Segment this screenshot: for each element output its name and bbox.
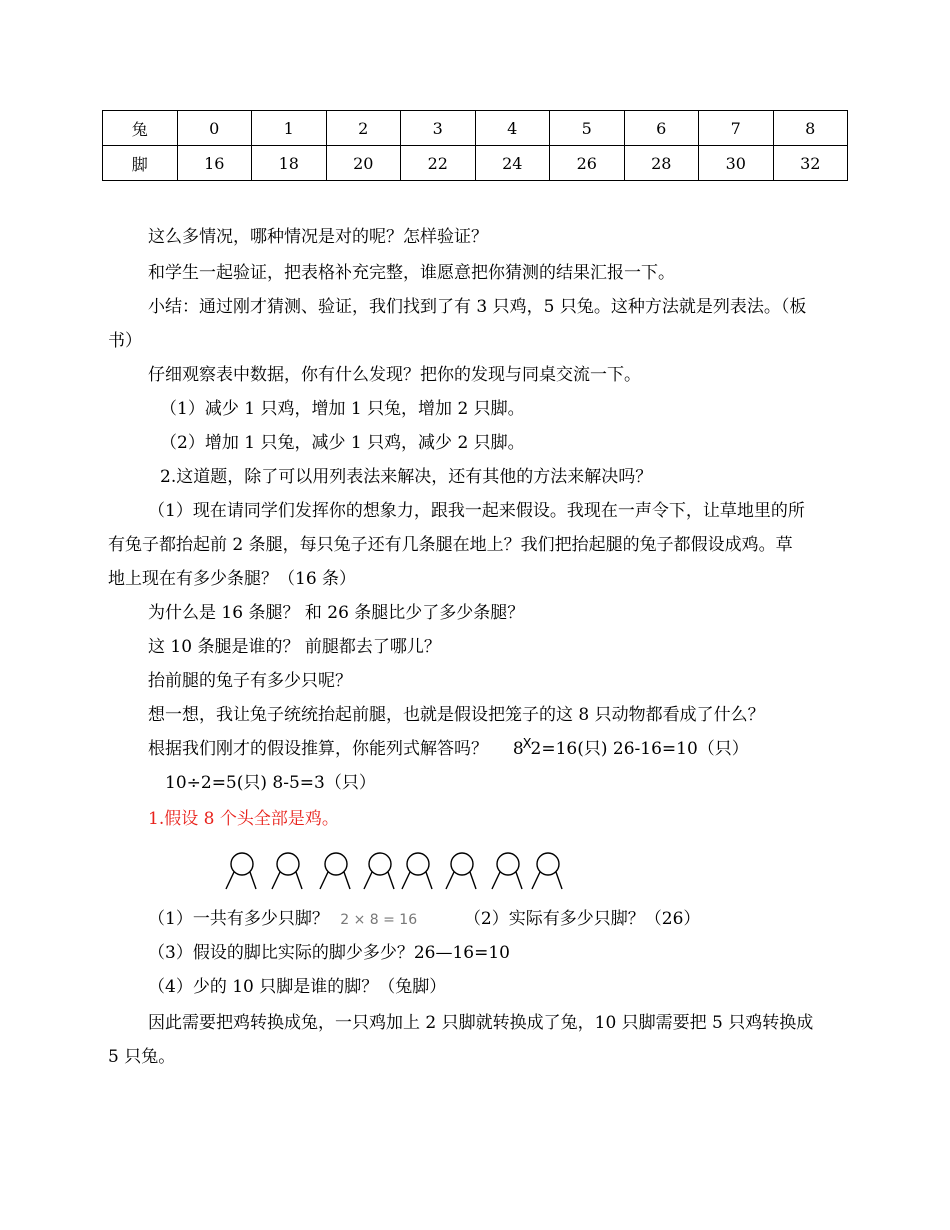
table-cell: 8 bbox=[773, 111, 848, 146]
table-cell: 22 bbox=[401, 146, 476, 181]
chicken-icon bbox=[402, 853, 432, 889]
chicken-figures bbox=[218, 848, 568, 898]
paragraph: 小结：通过刚才猜测、验证，我们找到了有 3 只鸡，5 只兔。这种方法就是列表法。（板 bbox=[148, 297, 807, 317]
table-cell: 16 bbox=[177, 146, 252, 181]
paragraph: 这 10 条腿是谁的？ 前腿都去了哪儿？ bbox=[148, 637, 441, 657]
table-cell: 28 bbox=[624, 146, 699, 181]
paragraph: （2）增加 1 只兔，减少 1 只鸡，减少 2 只脚。 bbox=[160, 433, 525, 453]
paragraph: 这么多情况，哪种情况是对的呢？怎样验证？ bbox=[148, 227, 488, 247]
paragraph: 为什么是 16 条腿？ 和 26 条腿比少了多少条腿？ bbox=[148, 603, 525, 623]
table-cell: 6 bbox=[624, 111, 699, 146]
table-cell: 20 bbox=[326, 146, 401, 181]
paragraph: 有兔子都抬起前 2 条腿，每只兔子还有几条腿在地上？我们把抬起腿的兔子都假设成鸡。草 bbox=[108, 535, 793, 555]
equation-prompt: 根据我们刚才的假设推算，你能列式解答吗？ bbox=[148, 739, 488, 759]
paragraph: 5 只兔。 bbox=[108, 1047, 176, 1067]
paragraph: 和学生一起验证，把表格补充完整，谁愿意把你猜测的结果汇报一下。 bbox=[148, 263, 675, 283]
paragraph: 2.这道题，除了可以用列表法来解决，还有其他的方法来解决吗？ bbox=[160, 467, 653, 487]
highlight-heading: 1.假设 8 个头全部是鸡。 bbox=[148, 809, 339, 829]
table-cell: 30 bbox=[699, 146, 774, 181]
times-icon: X bbox=[522, 737, 532, 752]
table-cell: 24 bbox=[475, 146, 550, 181]
table-row-rabbits bbox=[103, 111, 848, 146]
question-row bbox=[148, 908, 700, 931]
paragraph: 地上现在有多少条腿？（16 条） bbox=[108, 569, 357, 589]
chicken-icon bbox=[272, 853, 302, 889]
table-cell: 0 bbox=[177, 111, 252, 146]
row-header: 兔 bbox=[103, 111, 178, 146]
table-cell: 18 bbox=[252, 146, 327, 181]
table-cell: 2 bbox=[326, 111, 401, 146]
table-cell: 5 bbox=[550, 111, 625, 146]
table-cell: 1 bbox=[252, 111, 327, 146]
chicken-icon bbox=[532, 853, 562, 889]
paragraph: （1）减少 1 只鸡，增加 1 只兔，增加 2 只脚。 bbox=[160, 399, 525, 419]
question-4: （4）少的 10 只脚是谁的脚？（兔脚） bbox=[148, 977, 447, 997]
table-cell: 26 bbox=[550, 146, 625, 181]
chicken-icon bbox=[364, 853, 394, 889]
table-cell: 3 bbox=[401, 111, 476, 146]
table-cell: 7 bbox=[699, 111, 774, 146]
paragraph: 仔细观察表中数据，你有什么发现？把你的发现与同桌交流一下。 bbox=[148, 365, 641, 385]
table-cell: 4 bbox=[475, 111, 550, 146]
paragraph: （1）现在请同学们发挥你的想象力，跟我一起来假设。我现在一声令下，让草地里的所 bbox=[148, 501, 805, 521]
equation-rest: 2=16(只) 26-16=10（只） bbox=[530, 739, 749, 759]
question-1: （1）一共有多少只脚？ bbox=[148, 909, 329, 929]
paragraph: 因此需要把鸡转换成兔，一只鸡加上 2 只脚就转换成了兔，10 只脚需要把 5 只鸡转换成 bbox=[148, 1013, 814, 1033]
chicken-icon bbox=[226, 853, 256, 889]
chicken-icon bbox=[446, 853, 476, 889]
table-cell: 32 bbox=[773, 146, 848, 181]
handwritten-math: 2 × 8 = 16 bbox=[340, 912, 418, 928]
paragraph: 想一想，我让兔子统统抬起前腿，也就是假设把笼子的这 8 只动物都看成了什么？ bbox=[148, 705, 765, 725]
paragraph: 书） bbox=[108, 331, 142, 351]
table-row-feet bbox=[103, 146, 848, 181]
row-header: 脚 bbox=[103, 146, 178, 181]
paragraph: 抬前腿的兔子有多少只呢？ bbox=[148, 671, 352, 691]
chicken-icon bbox=[320, 853, 350, 889]
chicken-icon bbox=[492, 853, 522, 889]
paragraph-equation bbox=[148, 738, 749, 762]
question-2: （2）实际有多少只脚？（26） bbox=[463, 909, 701, 929]
rabbit-feet-table bbox=[102, 110, 848, 181]
equation-number: 8 bbox=[512, 739, 524, 759]
paragraph: 10÷2=5(只) 8-5=3（只） bbox=[165, 773, 376, 793]
question-3: （3）假设的脚比实际的脚少多少？26—16=10 bbox=[148, 943, 510, 963]
